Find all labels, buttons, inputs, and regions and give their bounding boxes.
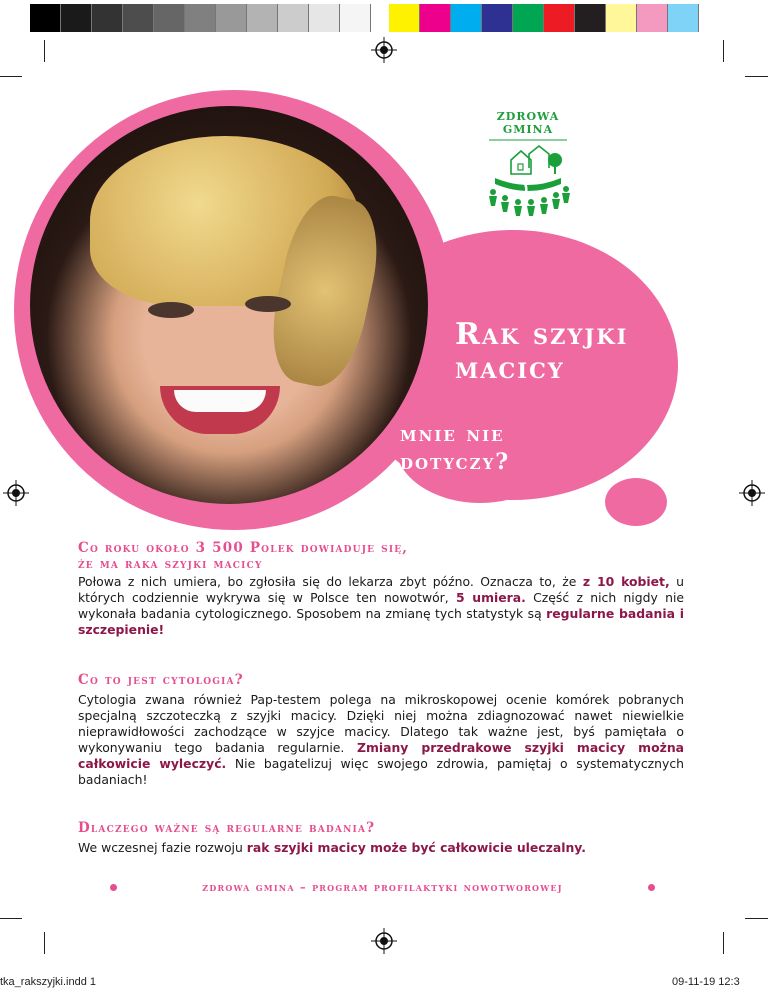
print-slug-file: tka_rakszyjki.indd 1	[0, 976, 96, 988]
registration-mark-icon	[371, 37, 397, 63]
crop-mark	[745, 76, 768, 77]
registration-mark-icon	[3, 480, 29, 506]
process-swatch	[420, 4, 451, 32]
crop-mark	[723, 40, 724, 62]
logo-houses-people-icon	[485, 138, 571, 220]
footer-program	[110, 880, 655, 894]
emphasis-text: regularne badania i szczepienie!	[78, 606, 684, 637]
process-swatch	[668, 4, 699, 32]
section-heading-line-1: Co roku około 3 500 Polek dowiaduje się,	[78, 540, 409, 556]
section-heading: Co to jest cytologia?	[78, 672, 244, 688]
portrait-photo	[30, 106, 428, 504]
crop-mark	[44, 932, 45, 954]
paragraph-text: Nie bagatelizuj więc swojego zdrowia, pamiętaj o systematycznych badaniach!	[78, 756, 684, 787]
crop-mark	[723, 932, 724, 954]
hero-title-line-2: macicy	[455, 351, 565, 386]
paragraph-text: Cytologia zwana również Pap-testem polega na mikroskopowej ocenie komórek pobranych specjalną szczoteczką z szyjki macicy. Dzięki niej można zdiagnozować nawet niewielkie nieprawidłowości zachodzące w szyjce macicy. Dlatego tak ważne jest, byś pamiętała o wykonywaniu tego badania regularnie.	[78, 692, 684, 755]
small-bubble	[605, 478, 667, 526]
gray-swatch	[278, 4, 309, 32]
footer-text: zdrowa gmina – program profilaktyki nowotworowej	[202, 880, 563, 894]
section-heading-line-2: że ma raka szyjki macicy	[78, 556, 263, 572]
crop-mark	[0, 76, 22, 77]
emphasis-text: z 10 kobiet,	[582, 574, 670, 589]
gray-swatch	[92, 4, 123, 32]
process-swatch	[389, 4, 420, 32]
bullet-icon	[648, 884, 655, 891]
hero-subtitle-line-2: dotyczy?	[400, 449, 511, 475]
section-statistics	[78, 540, 684, 638]
emphasis-text: rak szyjki macicy może być całkowicie uleczalny.	[246, 840, 586, 855]
print-slug-date: 09-11-19 12:3	[672, 976, 740, 988]
hero-title-line-1: Rak szyjki	[455, 317, 629, 352]
teeth-shape	[174, 390, 266, 412]
paragraph-text: Część z nich nigdy nie wykonała badania cytologicznego. Sposobem na zmianę tych statystyk są	[78, 590, 685, 621]
gray-swatch	[309, 4, 340, 32]
crop-mark	[44, 40, 45, 62]
section-heading: Dlaczego ważne są regularne badania?	[78, 820, 376, 836]
registration-mark-icon	[371, 928, 397, 954]
portrait-frame	[14, 90, 454, 530]
process-swatch	[482, 4, 513, 32]
gray-swatch	[61, 4, 92, 32]
zdrowa-gmina-logo	[483, 110, 573, 220]
section-paragraph	[78, 840, 684, 856]
gray-swatch	[340, 4, 371, 32]
logo-line-2: GMINA	[502, 123, 554, 136]
hero-subtitle-line-1: mnie nie	[400, 421, 505, 447]
paragraph-text: u których codziennie wykrywa się w Polsce ten nowotwór,	[78, 574, 685, 605]
registration-mark-icon	[739, 480, 765, 506]
gray-swatch	[185, 4, 216, 32]
crop-mark	[0, 918, 22, 919]
section-cytology	[78, 672, 684, 788]
gray-swatch	[123, 4, 154, 32]
eye-shape	[148, 302, 194, 318]
paragraph-text: Połowa z nich umiera, bo zgłosiła się do lekarza zbyt późno. Oznacza to, że	[78, 574, 583, 589]
emphasis-text: Zmiany przedrakowe szyjki macicy można całkowicie wyleczyć.	[78, 740, 684, 771]
color-registration-bar	[30, 4, 699, 32]
gray-swatch	[30, 4, 61, 32]
gray-swatch	[154, 4, 185, 32]
hero-subtitle	[400, 420, 510, 476]
crop-mark	[745, 918, 768, 919]
paragraph-text: We wczesnej fazie rozwoju	[78, 840, 247, 855]
hero-title	[455, 318, 628, 386]
section-paragraph	[78, 692, 684, 788]
gray-swatch	[216, 4, 247, 32]
section-regular-exams	[78, 820, 684, 856]
logo-line-1: ZDROWA	[496, 110, 560, 123]
process-swatch	[575, 4, 606, 32]
eye-shape	[245, 296, 291, 312]
gray-swatch	[247, 4, 278, 32]
emphasis-text: 5 umiera.	[456, 590, 526, 605]
section-heading	[78, 540, 684, 572]
process-swatch	[544, 4, 575, 32]
bullet-icon	[110, 884, 117, 891]
process-swatch	[451, 4, 482, 32]
process-swatch	[606, 4, 637, 32]
section-paragraph	[78, 574, 684, 638]
process-swatch	[637, 4, 668, 32]
process-swatch	[513, 4, 544, 32]
